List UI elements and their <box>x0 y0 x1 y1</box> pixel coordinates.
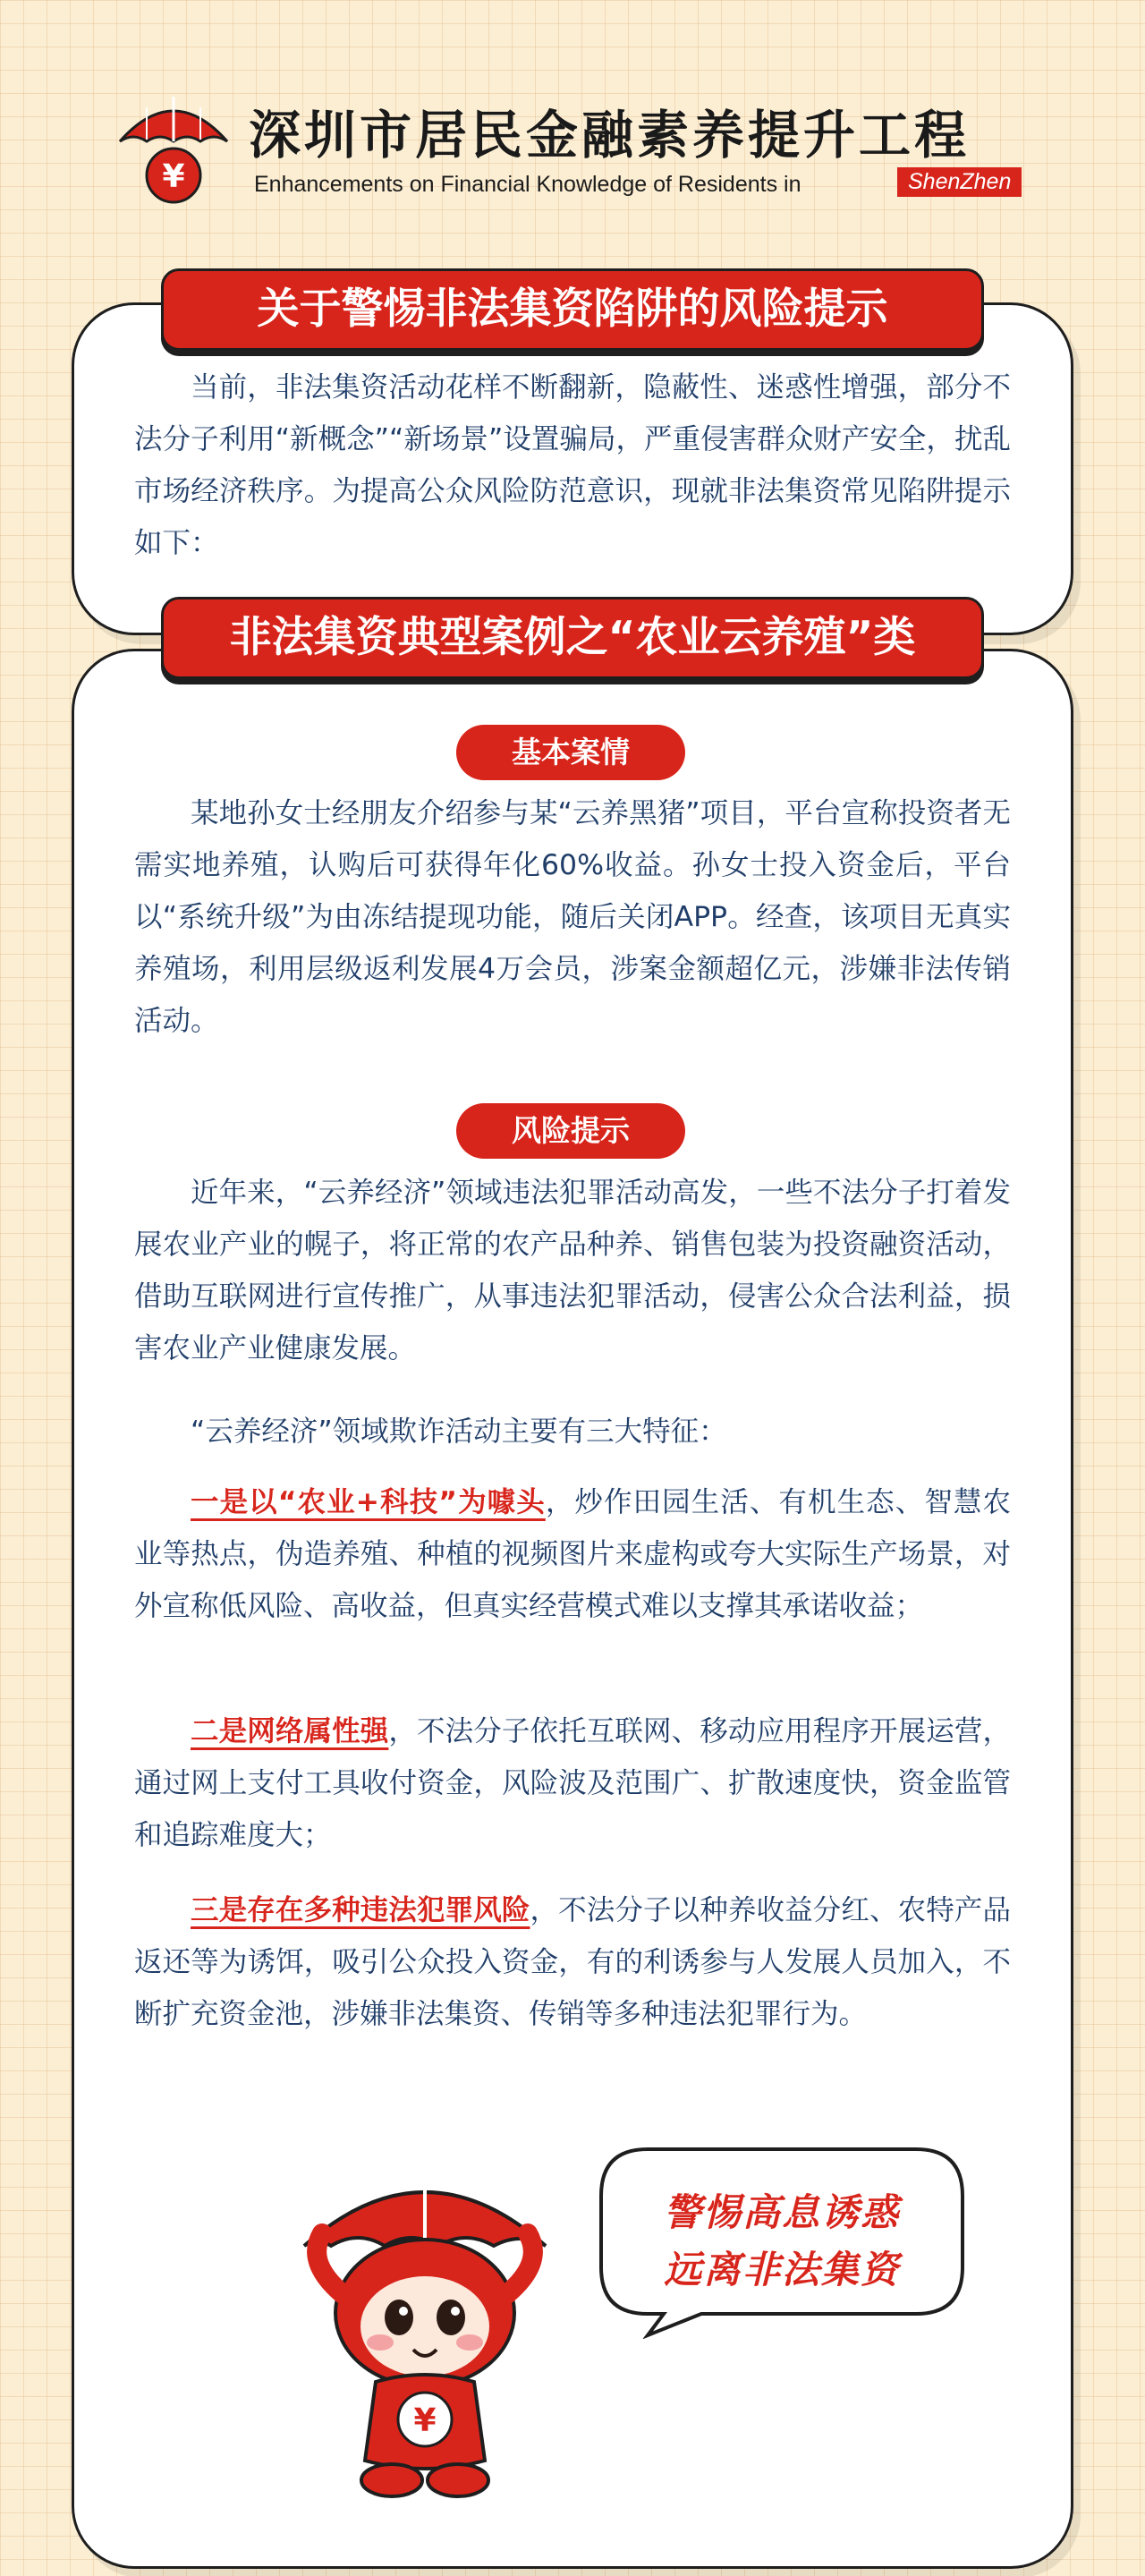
basic-case-label: 基本案情 <box>456 725 685 780</box>
slogan-line-2: 远离非法集资 <box>663 2248 900 2291</box>
notice-intro: 当前，非法集资活动花样不断翻新，隐蔽性、迷惑性增强，部分不法分子利用“新概念”“新场景”设置骗局，严重侵害群众财产安全，扰乱市场经济秩序。为提高公众风险防范意识，现就非法集资常见陷阱提示如下： <box>134 371 1011 559</box>
feature-item <box>134 1705 1011 1861</box>
feature-text: ，不法分子依托互联网、移动应用程序开展运营，通过网上支付工具收付资金，风险波及范围广、扩散速度快，资金监管和追踪难度大； <box>134 1715 1011 1851</box>
feature-text: ，炒作田园生活、有机生态、智慧农业等热点，伪造养殖、种植的视频图片来虚构或夸大实际生产场景，对外宣称低风险、高收益，但真实经营模式难以支撑其承诺收益； <box>134 1486 1011 1622</box>
risk-text: 近年来，“云养经济”领域违法犯罪活动高发，一些不法分子打着发展农业产业的幌子，将正常的农产品种养、销售包装为投资融资活动，借助互联网进行宣传推广，从事违法犯罪活动，侵害公众合法利益，损害农业产业健康发展。 <box>134 1177 1011 1365</box>
logo-yen-symbol: ¥ <box>162 158 185 195</box>
mascot-illustration <box>286 2147 564 2505</box>
brand-title: 深圳市居民金融素养提升工程 <box>249 105 971 166</box>
slogan-line-1: 警惕高息诱惑 <box>663 2190 900 2234</box>
feature-item <box>134 1476 1011 1632</box>
header <box>0 0 1145 233</box>
city-badge: ShenZhen <box>897 167 1022 197</box>
risk-label: 风险提示 <box>456 1103 685 1159</box>
mascot-yen-symbol: ¥ <box>413 2402 437 2439</box>
basic-case-text: 某地孙女士经朋友介绍参与某“云养黑猪”项目，平台宣称投资者无需实地养殖，认购后可获得年化60%收益。孙女士投入资金后，平台以“系统升级”为由冻结提现功能，随后关闭APP。经查，该项目无真实养殖场，利用层级返利发展4万会员，涉案金额超亿元，涉嫌非法传销活动。 <box>134 797 1011 1037</box>
case-section-title: 非法集资典型案例之“农业云养殖”类 <box>161 597 984 679</box>
umbrella-logo-icon <box>111 86 236 211</box>
brand-subtitle: Enhancements on Financial Knowledge of Residents in <box>254 172 802 197</box>
feature-item <box>134 1884 1011 2040</box>
features-lead: “云养经济”领域欺诈活动主要有三大特征： <box>191 1416 727 1448</box>
feature-text: ，不法分子以种养收益分红、农特产品返还等为诱饵，吸引公众投入资金，有的利诱参与人发展人员加入，不断扩充资金池，涉嫌非法集资、传销等多种违法犯罪行为。 <box>134 1894 1011 2030</box>
notice-title: 关于警惕非法集资陷阱的风险提示 <box>161 268 984 351</box>
feature-highlight: 三是存在多种违法犯罪风险 <box>191 1894 530 1926</box>
slogan-bubble <box>594 2142 970 2339</box>
feature-highlight: 一是以“农业+科技”为噱头 <box>191 1486 546 1518</box>
feature-highlight: 二是网络属性强 <box>191 1715 389 1747</box>
